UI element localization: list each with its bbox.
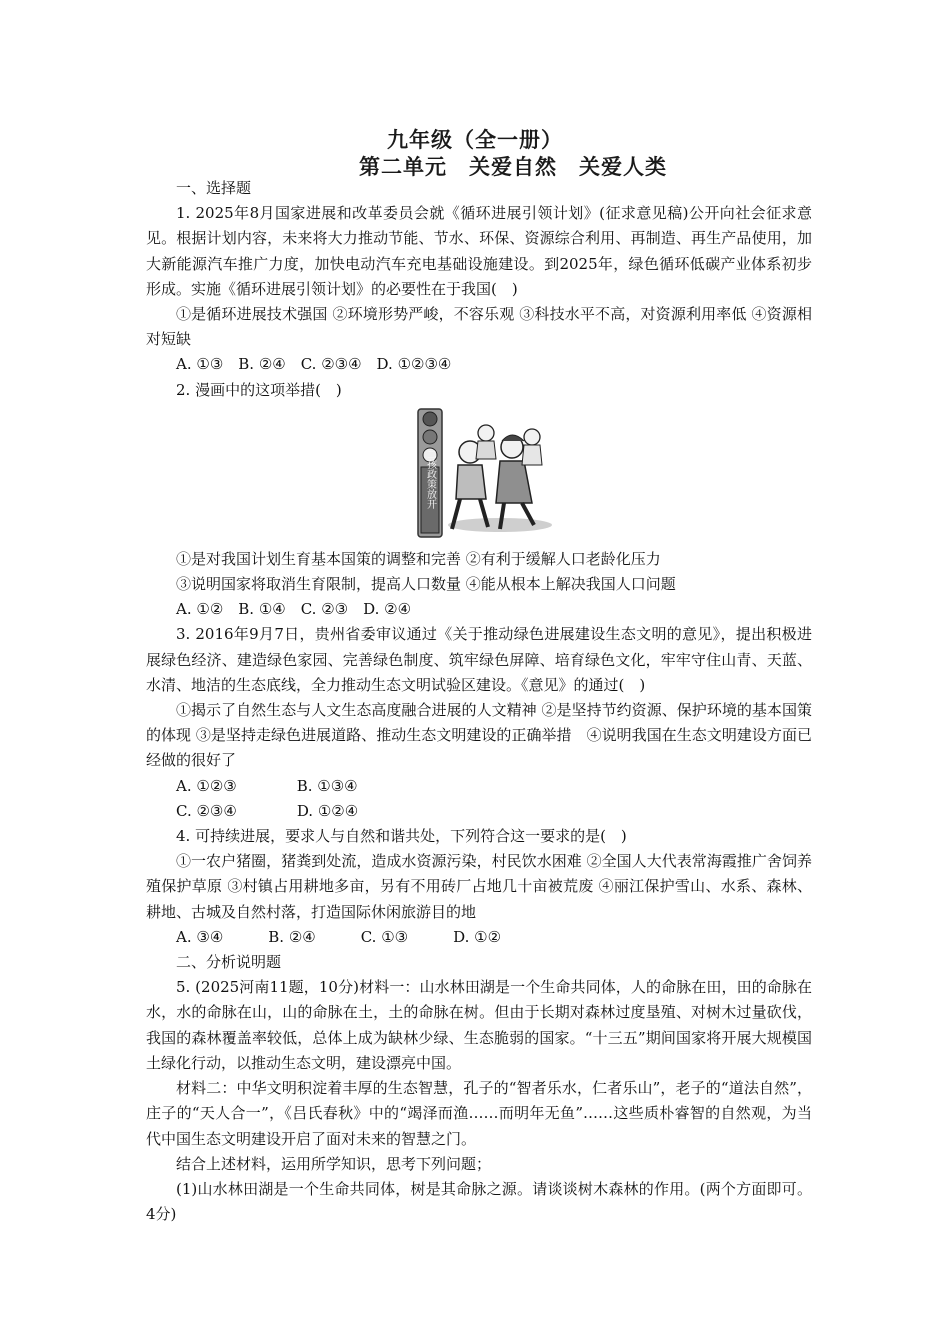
q5-prompt: 结合上述材料，运用所学知识，思考下列问题； [176, 1154, 492, 1173]
q5-material2: 材料二：中华文明积淀着丰厚的生态智慧，孔子的“智者乐水，仁者乐山”，老子的“道法自然”，庄子的“天人合一”，《吕氏春秋》中的“竭泽而渔……而明年无鱼”……这些质朴睿智的自然观，为当代中国生态文明建设开启了面对未来的智慧之门。 [146, 1079, 812, 1148]
q2-items-line2: ③说明国家将取消生育限制，提高人口数量 ④能从根本上解决我国人口问题 [176, 575, 676, 594]
q1-options: A. ①③ B. ②④ C. ②③④ D. ①②③④ [176, 355, 452, 374]
q3-options-line1: A. ①②③ B. ①③④ [176, 776, 358, 795]
q4-items: ①一农户猪圈，猪粪到处流，造成水资源污染，村民饮水困难 ②全国人大代表常海霞推广舍饲养殖保护草原 ③村镇占用耕地多亩，另有不用砖厂占地几十亩被荒废 ④丽江保护雪山、水系、森林、耕地、古城及自然村落，打造国际休闲旅游目的地 [146, 852, 812, 921]
q5-material1: 5. (2025河南11题，10分)材料一：山水林田湖是一个生命共同体，人的命脉在田，田的命脉在水，水的命脉在山，山的命脉在土，土的命脉在树。但由于长期对森林过度垦殖、对树木过量砍伐，我国的森林覆盖率较低，总体上成为缺林少绿、生态脆弱的国家。“十三五”期间国家将开展大规模国土绿化行动，以推动生态文明，建设漂亮中国。 [146, 978, 812, 1072]
q1-items: ①是循环进展技术强国 ②环境形势严峻，不容乐观 ③科技水平不高，对资源利用率低 ④资源相对短缺 [146, 305, 812, 349]
q2-stem: 2. 漫画中的这项举措( ) [176, 380, 342, 399]
cartoon-figure [146, 407, 812, 544]
sign-text: 二孩政策放开 [424, 448, 436, 509]
q5-sub1: (1)山水林田湖是一个生命共同体，树是其命脉之源。请谈谈树木森林的作用。(两个方面即可。4分) [146, 1179, 812, 1224]
q2-items-line1: ①是对我国计划生育基本国策的调整和完善 ②有利于缓解人口老龄化压力 [176, 549, 661, 568]
q3-items: ①揭示了自然生态与人文生态高度融合进展的人文精神 ②是坚持节约资源、保护环境的基本国策的体现 ③是坚持走绿色进展道路、推动生态文明建设的正确举措 ④说明我国在生态文明建设方面已经做的很好了 [146, 701, 812, 770]
unit-title: 第二单元 关爱自然 关爱人类 [359, 155, 667, 179]
section2-heading: 二、分析说明题 [176, 953, 282, 972]
cartoon-image [408, 407, 558, 544]
grade-title: 九年级（全一册） [387, 128, 563, 152]
q4-options: A. ③④ B. ②④ C. ①③ D. ①② [176, 927, 502, 946]
section1-heading: 一、选择题 [176, 179, 252, 197]
q4-stem: 4. 可持续进展，要求人与自然和谐共处，下列符合这一要求的是( ) [176, 827, 627, 846]
q1-stem: 1. 2025年8月国家进展和改革委员会就《循环进展引领计划》(征求意见稿)公开向社会征求意见。根据计划内容，未来将大力推动节能、节水、环保、资源综合利用、再制造、再生产品使用，加大新能源汽车推广力度，加快电动汽车充电基础设施建设。到2025年，绿色循环低碳产业体系初步形成。实施《循环进展引领计划》的必要性在于我国( ) [146, 204, 812, 298]
q2-options: A. ①② B. ①④ C. ②③ D. ②④ [176, 600, 412, 619]
document-body [146, 176, 812, 1227]
q3-options-line2: C. ②③④ D. ①②④ [176, 801, 359, 820]
q3-stem: 3. 2016年9月7日，贵州省委审议通过《关于推动绿色进展建设生态文明的意见》，提出积极进展绿色经济、建造绿色家园、完善绿色制度、筑牢绿色屏障、培育绿色文化，牢牢守住山青、天蓝、水清、地洁的生态底线，全力推动生态文明试验区建设。《意见》的通过( ) [146, 625, 812, 694]
